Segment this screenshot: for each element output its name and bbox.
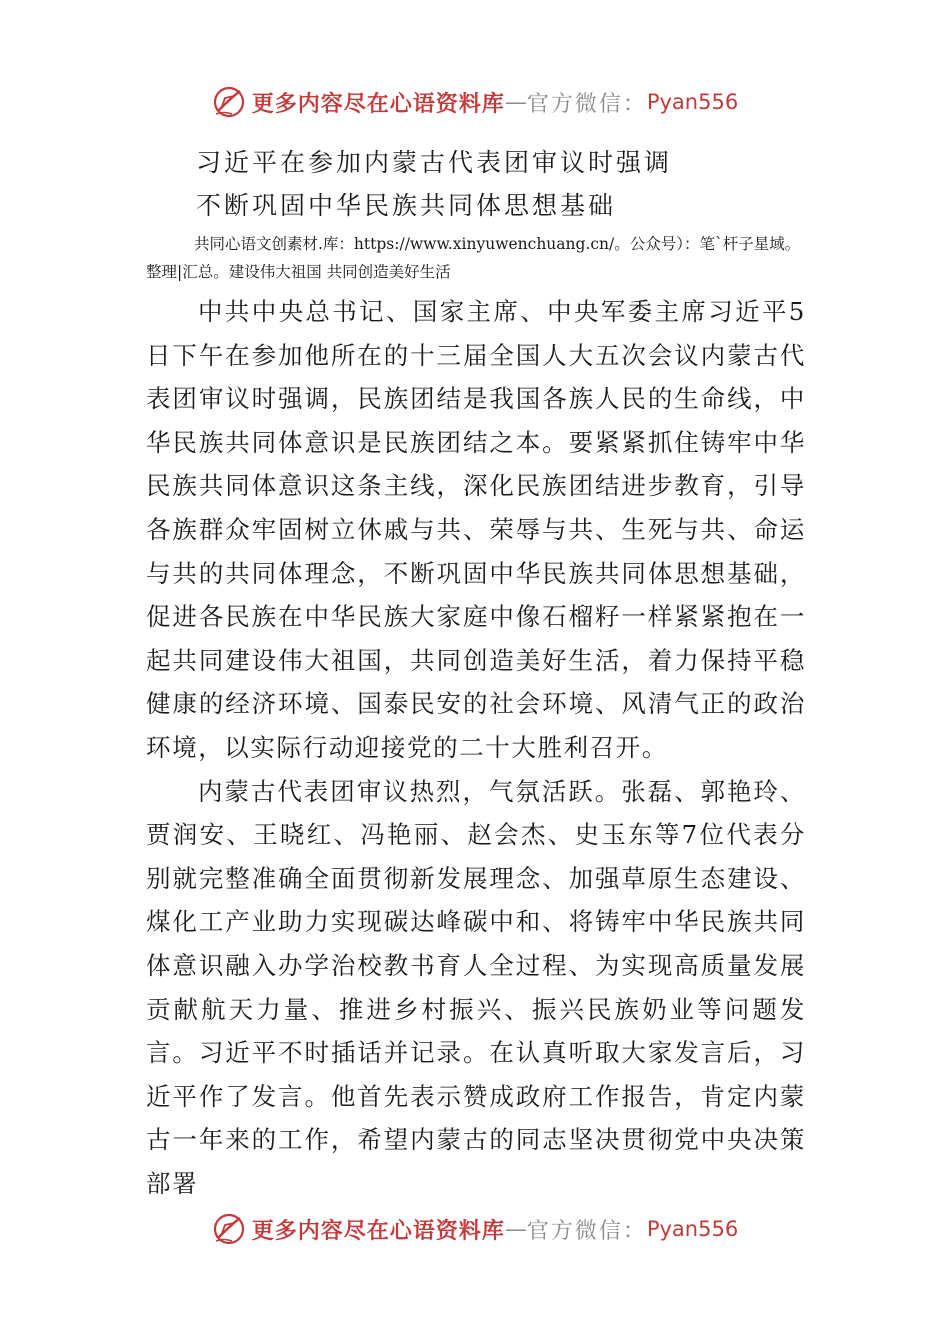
banner-wechat-label: 官方微信： bbox=[526, 1218, 647, 1244]
banner-text: 更多内容尽在心语资料库 bbox=[251, 90, 505, 117]
page-subtitle: 不断巩固中华民族共同体思想基础 bbox=[196, 191, 617, 220]
source-line-1: 共同心语文创素材.库：https://www.xinyuwenchuang.cn/。公众号）：笔`杆子星域。 bbox=[194, 235, 801, 253]
banner-wechat-id: Pyan556 bbox=[646, 90, 739, 114]
paragraph-1: 中共中央总书记、国家主席、中央军委主席习近平5日下午在参加他所在的十三届全国人大五次会议内蒙古代表团审议时强调，民族团结是我国各族人民的生命线，中华民族共同体意识是民族团结之本。要紧紧抓住铸牢中华民族共同体意识这条主线，深化民族团结进步教育，引导各族群众牢固树立休戚与共、荣辱与共、生死与共、命运与共的共同体理念，不断巩固中华民族共同体思想基础，促进各民族在中华民族大家庭中像石榴籽一样紧紧抱在一起共同建设伟大祖国，共同创造美好生活，着力保持平稳健康的经济环境、国泰民安的社会环境、风清气正的政治环境，以实际行动迎接党的二十大胜利召开。 bbox=[146, 297, 806, 762]
banner-text: 更多内容尽在心语资料库 bbox=[251, 1217, 505, 1244]
pen-logo-icon bbox=[212, 85, 246, 119]
page-title: 习近平在参加内蒙古代表团审议时强调 bbox=[196, 148, 673, 177]
footer-banner bbox=[0, 1209, 950, 1249]
banner-separator: — bbox=[504, 1216, 527, 1242]
source-note bbox=[146, 230, 811, 286]
header-banner bbox=[0, 82, 950, 122]
banner-separator: — bbox=[504, 89, 527, 115]
banner-wechat-id: Pyan556 bbox=[646, 1217, 739, 1241]
banner-wechat-label: 官方微信： bbox=[526, 91, 647, 117]
source-line-2: 整理|汇总。建设伟大祖国 共同创造美好生活 bbox=[146, 263, 451, 281]
article-body bbox=[146, 290, 806, 1205]
paragraph-2: 内蒙古代表团审议热烈，气氛活跃。张磊、郭艳玲、贾润安、王晓红、冯艳丽、赵会杰、史玉东等7位代表分别就完整准确全面贯彻新发展理念、加强草原生态建设、煤化工产业助力实现碳达峰碳中和、将铸牢中华民族共同体意识融入办学治校教书育人全过程、为实现高质量发展贡献航天力量、推进乡村振兴、振兴民族奶业等问题发言。习近平不时插话并记录。在认真听取大家发言后，习近平作了发言。他首先表示赞成政府工作报告，肯定内蒙古一年来的工作，希望内蒙古的同志坚决贯彻党中央决策部署 bbox=[146, 776, 806, 1198]
pen-logo-icon bbox=[212, 1212, 246, 1246]
